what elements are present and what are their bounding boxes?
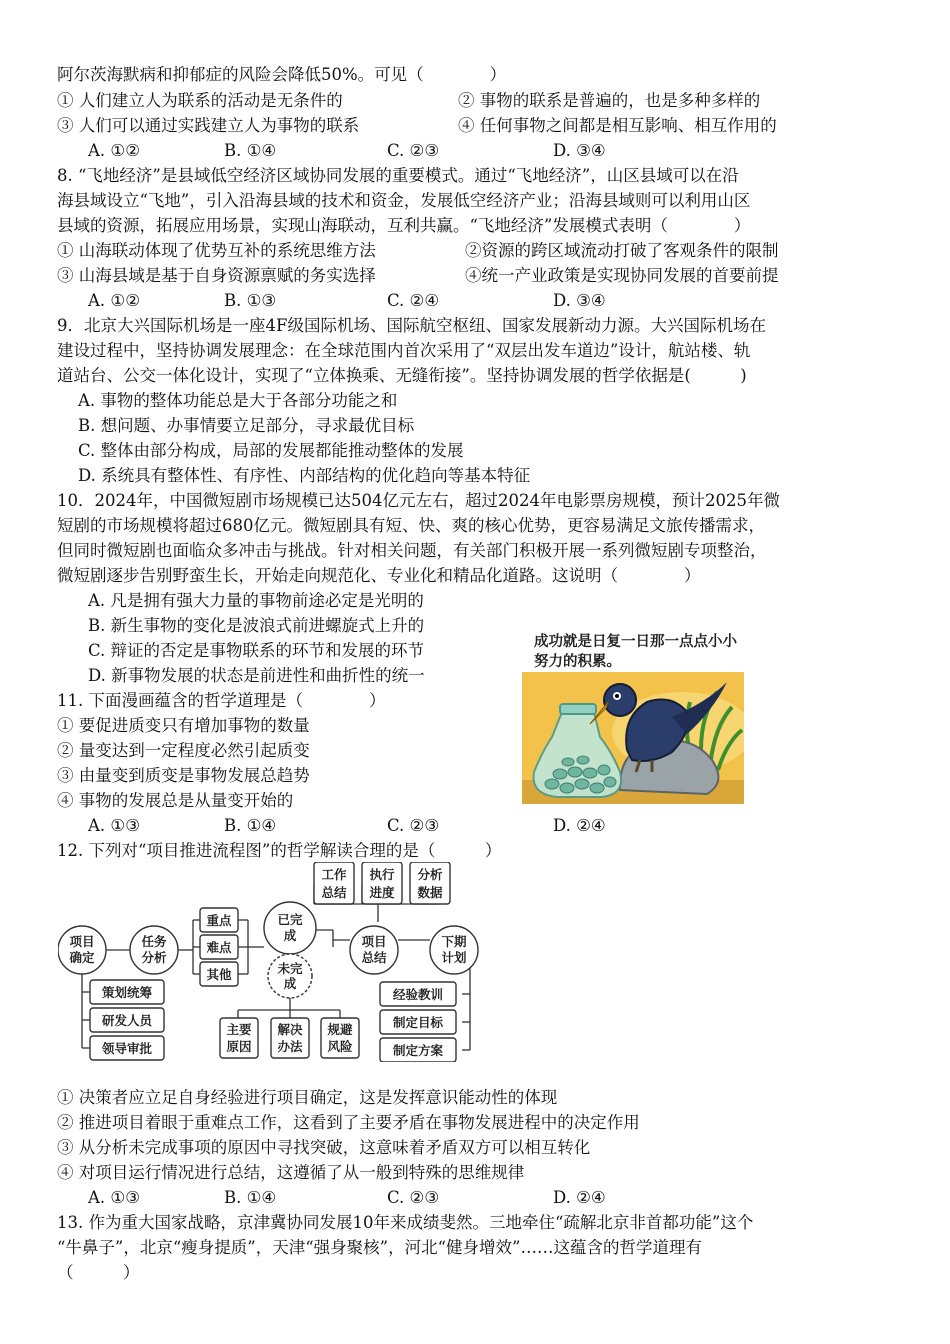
- q12-option-3: ③ 从分析未完成事项的原因中寻找突破，这意味着矛盾双方可以相互转化: [57, 1138, 591, 1157]
- q10-stem-2: 短剧的市场规模将超过680亿元。微短剧具有短、快、爽的核心优势，更容易满足文旅传播需求，: [57, 516, 765, 535]
- label-key: 重点: [206, 913, 232, 928]
- q12-choice-a: A. ①③: [88, 1188, 140, 1207]
- label-main-cause-1: 主要: [226, 1022, 252, 1037]
- q7-option-2: ② 事物的联系是普遍的，也是多种多样的: [458, 91, 761, 110]
- label-summary-2: 总结: [361, 950, 387, 965]
- label-next-plan-2: 计划: [441, 950, 467, 965]
- q9-choice-d: D. 系统具有整体性、有序性、内部结构的优化趋向等基本特征: [78, 466, 531, 485]
- q7-choice-a: A. ①②: [88, 141, 140, 160]
- label-undone-1: 未完: [277, 961, 303, 976]
- label-lessons: 经验教训: [392, 987, 444, 1002]
- label-task-analysis-2: 分析: [141, 950, 167, 965]
- q10-choice-c: C. 辩证的否定是事物联系的环节和发展的环节: [88, 641, 425, 660]
- q9-choice-c: C. 整体由部分构成，局部的发展都能推动整体的发展: [78, 441, 464, 460]
- label-avoid-risk-1: 规避: [327, 1022, 353, 1037]
- label-task-analysis-1: 任务: [141, 934, 167, 949]
- bottle-neck: [560, 704, 596, 714]
- q11-choice-d: D. ②④: [553, 816, 606, 835]
- label-main-cause-2: 原因: [226, 1039, 252, 1054]
- q11-choice-b: B. ①④: [224, 816, 277, 835]
- q8-choice-d: D. ③④: [553, 291, 606, 310]
- label-rd-staff: 研发人员: [101, 1013, 153, 1028]
- q12-choice-d: D. ②④: [553, 1188, 606, 1207]
- q12-option-4: ④ 对项目运行情况进行总结，这遵循了从一般到特殊的思维规律: [57, 1163, 525, 1182]
- label-analyze-data-2: 数据: [417, 885, 443, 900]
- q12-option-1: ① 决策者应立足自身经验进行项目确定，这是发挥意识能动性的体现: [57, 1088, 558, 1107]
- q10-choice-b: B. 新生事物的变化是波浪式前进螺旋式上升的: [88, 616, 425, 635]
- crow-bottle-cartoon: [522, 672, 744, 804]
- q10-choice-a: A. 凡是拥有强大力量的事物前途必定是光明的: [88, 591, 424, 610]
- q11-choice-c: C. ②③: [387, 816, 440, 835]
- label-exec-progress-2: 进度: [369, 885, 395, 900]
- label-summary-1: 项目: [361, 934, 387, 949]
- label-project-confirm-2: 确定: [69, 950, 95, 965]
- q7-choice-c: C. ②③: [387, 141, 440, 160]
- q8-choice-c: C. ②④: [387, 291, 440, 310]
- q8-option-1: ① 山海联动体现了优势互补的系统思维方法: [57, 241, 376, 260]
- q13-stem-1: 13. 作为重大国家战略，京津冀协同发展10年来成绩斐然。三地牵住“疏解北京非首都功能”这个: [57, 1213, 754, 1232]
- q10-choice-d: D. 新事物发展的状态是前进性和曲折性的统一: [88, 666, 425, 685]
- label-difficult: 难点: [206, 940, 232, 955]
- label-avoid-risk-2: 风险: [327, 1039, 353, 1054]
- q8-stem-2: 海县域设立“飞地”，引入沿海县域的技术和资金，发展低空经济产业；沿海县域则可以利用山区: [57, 191, 751, 210]
- q10-stem-3: 但同时微短剧也面临众多冲击与挑战。针对相关问题，有关部门积极开展一系列微短剧专项整治，: [57, 541, 767, 560]
- q8-choice-b: B. ①③: [224, 291, 277, 310]
- q9-stem-1: 9．北京大兴国际机场是一座4F级国际机场、国际航空枢纽、国家发展新动力源。大兴国际机场在: [57, 316, 766, 335]
- q11-stem: 11. 下面漫画蕴含的哲学道理是（ ）: [57, 691, 386, 710]
- label-exec-progress-1: 执行: [369, 867, 395, 882]
- q7-option-4: ④ 任何事物之间都是相互影响、相互作用的: [458, 116, 777, 135]
- label-analyze-data-1: 分析: [417, 867, 443, 882]
- label-other: 其他: [206, 967, 232, 982]
- q7-choice-d: D. ③④: [553, 141, 606, 160]
- label-solution-2: 办法: [277, 1039, 303, 1054]
- q8-option-4: ④统一产业政策是实现协同发展的首要前提: [465, 266, 779, 285]
- label-set-goals: 制定目标: [392, 1015, 444, 1030]
- q9-stem-2: 建设过程中，坚持协调发展理念：在全球范围内首次采用了“双层出发车道边”设计，航站楼、轨: [57, 341, 751, 360]
- label-leader-approve: 领导审批: [101, 1041, 153, 1056]
- label-work-summary-1: 工作: [321, 867, 347, 882]
- q10-stem-4: 微短剧逐步告别野蛮生长，开始走向规范化、专业化和精品化道路。这说明（ ）: [57, 566, 701, 585]
- q10-stem-1: 10．2024年，中国微短剧市场规模已达504亿元左右，超过2024年电影票房规模，预计2025年微: [57, 491, 780, 510]
- q12-choice-b: B. ①④: [224, 1188, 277, 1207]
- q11-choice-a: A. ①③: [88, 816, 140, 835]
- q12-option-2: ② 推进项目着眼于重难点工作，这看到了主要矛盾在事物发展进程中的决定作用: [57, 1113, 640, 1132]
- q11-option-3: ③ 由量变到质变是事物发展总趋势: [57, 766, 310, 785]
- q13-stem-2: “牛鼻子”，北京“瘦身提质”，天津“强身聚核”，河北“健身增效”……这蕴含的哲学道理有: [57, 1238, 702, 1257]
- q9-stem-3: 道站台、公交一体化设计，实现了“立体换乘、无缝衔接”。坚持协调发展的哲学依据是( ): [57, 366, 747, 385]
- q8-option-2: ②资源的跨区域流动打破了客观条件的限制: [465, 241, 779, 260]
- q8-stem-1: 8. “飞地经济”是县域低空经济区域协同发展的重要模式。通过“飞地经济”，山区县域可以在沿: [57, 166, 739, 185]
- q7-stem-end: 阿尔茨海默病和抑郁症的风险会降低50%。可见（ ）: [57, 65, 507, 84]
- q8-option-3: ③ 山海县域是基于自身资源禀赋的务实选择: [57, 266, 376, 285]
- q12-stem: 12. 下列对“项目推进流程图”的哲学解读合理的是（ ）: [57, 841, 502, 860]
- q9-choice-a: A. 事物的整体功能总是大于各部分功能之和: [78, 391, 398, 410]
- q11-option-4: ④ 事物的发展总是从量变开始的: [57, 791, 294, 810]
- q8-stem-3: 县域的资源，拓展应用场景，实现山海联动，互利共赢。“飞地经济”发展模式表明（ ）: [57, 216, 751, 235]
- q12-choice-c: C. ②③: [387, 1188, 440, 1207]
- project-flowchart: [58, 862, 498, 1062]
- label-project-confirm-1: 项目: [69, 934, 95, 949]
- label-solution-1: 解决: [277, 1022, 303, 1037]
- q13-stem-3: （ ）: [57, 1263, 140, 1282]
- q11-option-2: ② 量变达到一定程度必然引起质变: [57, 741, 310, 760]
- label-next-plan-1: 下期: [441, 934, 467, 949]
- label-plan-funds: 策划统筹: [101, 985, 153, 1000]
- q7-option-1: ① 人们建立人为联系的活动是无条件的: [57, 91, 343, 110]
- q9-choice-b: B. 想问题、办事情要立足部分，寻求最优目标: [78, 416, 415, 435]
- label-undone-2: 成: [283, 976, 297, 991]
- label-work-summary-2: 总结: [321, 885, 347, 900]
- q8-choice-a: A. ①②: [88, 291, 140, 310]
- label-done-2: 成: [283, 928, 297, 943]
- q11-option-1: ① 要促进质变只有增加事物的数量: [57, 716, 310, 735]
- label-done-1: 已完: [277, 912, 303, 927]
- label-make-plan: 制定方案: [392, 1043, 444, 1058]
- q7-option-3: ③ 人们可以通过实践建立人为事物的联系: [57, 116, 360, 135]
- cartoon-caption: 成功就是日复一日那一点点小小努力的积累。: [534, 634, 737, 670]
- q7-choice-b: B. ①④: [224, 141, 277, 160]
